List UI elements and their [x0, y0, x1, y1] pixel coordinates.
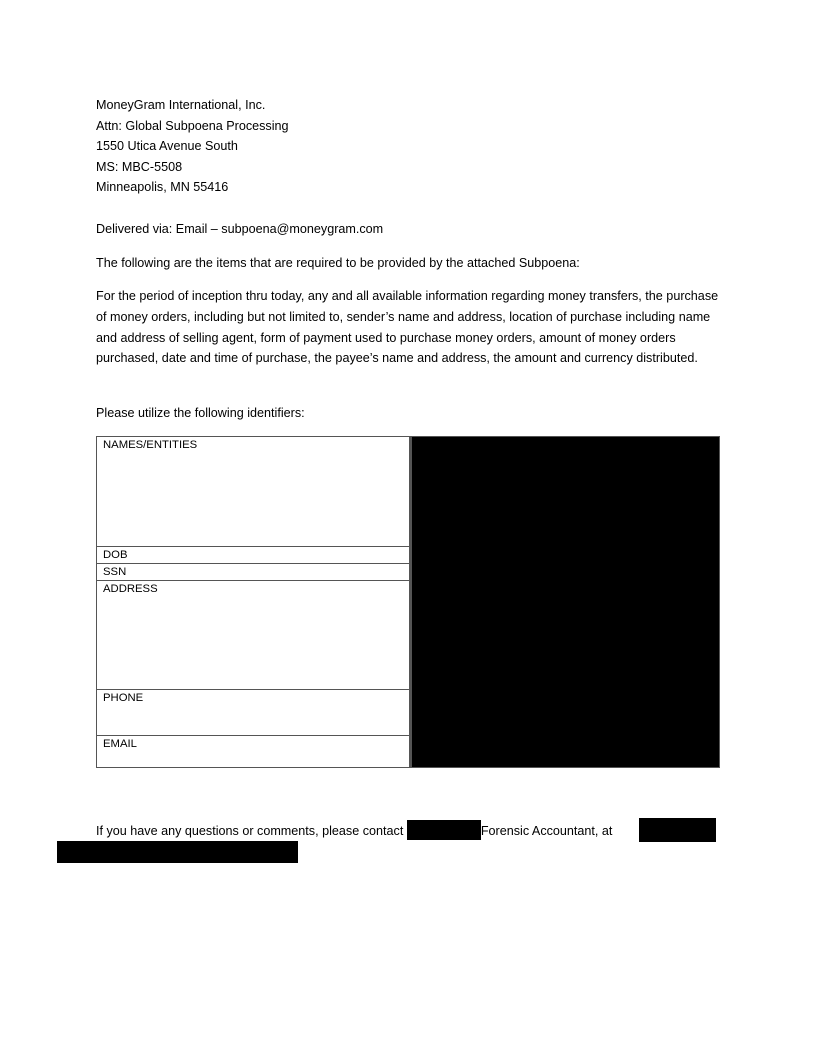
- recipient-street: 1550 Utica Avenue South: [96, 139, 238, 153]
- items-intro: The following are the items that are required to be provided by the attached Subpoena:: [96, 256, 580, 270]
- request-paragraph: For the period of inception thru today, any and all available information regarding money transfers, the purchase of money orders, including but not limited to, sender’s name and address, location of purchase including name and address of selling agent, form of payment used to purchase money orders, amount of money orders purchased, date and time of purchase, the payee’s name and address, the amount and currency distributed.: [96, 289, 719, 366]
- redacted-contact-details: [639, 818, 716, 842]
- contact-role: Forensic Accountant, at: [480, 824, 613, 838]
- address-label: ADDRESS: [97, 581, 411, 690]
- recipient-mail-stop: MS: MBC-5508: [96, 160, 183, 174]
- redacted-contact-name: [407, 820, 481, 840]
- contact-text: If you have any questions or comments, please contact: [96, 824, 407, 838]
- email-label: EMAIL: [97, 736, 411, 768]
- table-row: [97, 437, 720, 547]
- phone-label: PHONE: [97, 690, 411, 736]
- identifiers-table: [96, 436, 720, 768]
- dob-label: DOB: [97, 547, 411, 564]
- recipient-city: Minneapolis, MN 55416: [96, 180, 229, 194]
- recipient-company: MoneyGram International, Inc.: [96, 98, 266, 112]
- identifiers-intro: Please utilize the following identifiers:: [96, 406, 305, 420]
- recipient-attn: Attn: Global Subpoena Processing: [96, 119, 289, 133]
- delivered-via: Delivered via: Email – subpoena@moneygram.com: [96, 222, 384, 236]
- redacted-contact-details-2: [57, 841, 298, 863]
- contact-line: [96, 820, 612, 840]
- redacted-identifiers: [411, 437, 720, 768]
- names-label: NAMES/ENTITIES: [97, 437, 411, 547]
- ssn-label: SSN: [97, 564, 411, 581]
